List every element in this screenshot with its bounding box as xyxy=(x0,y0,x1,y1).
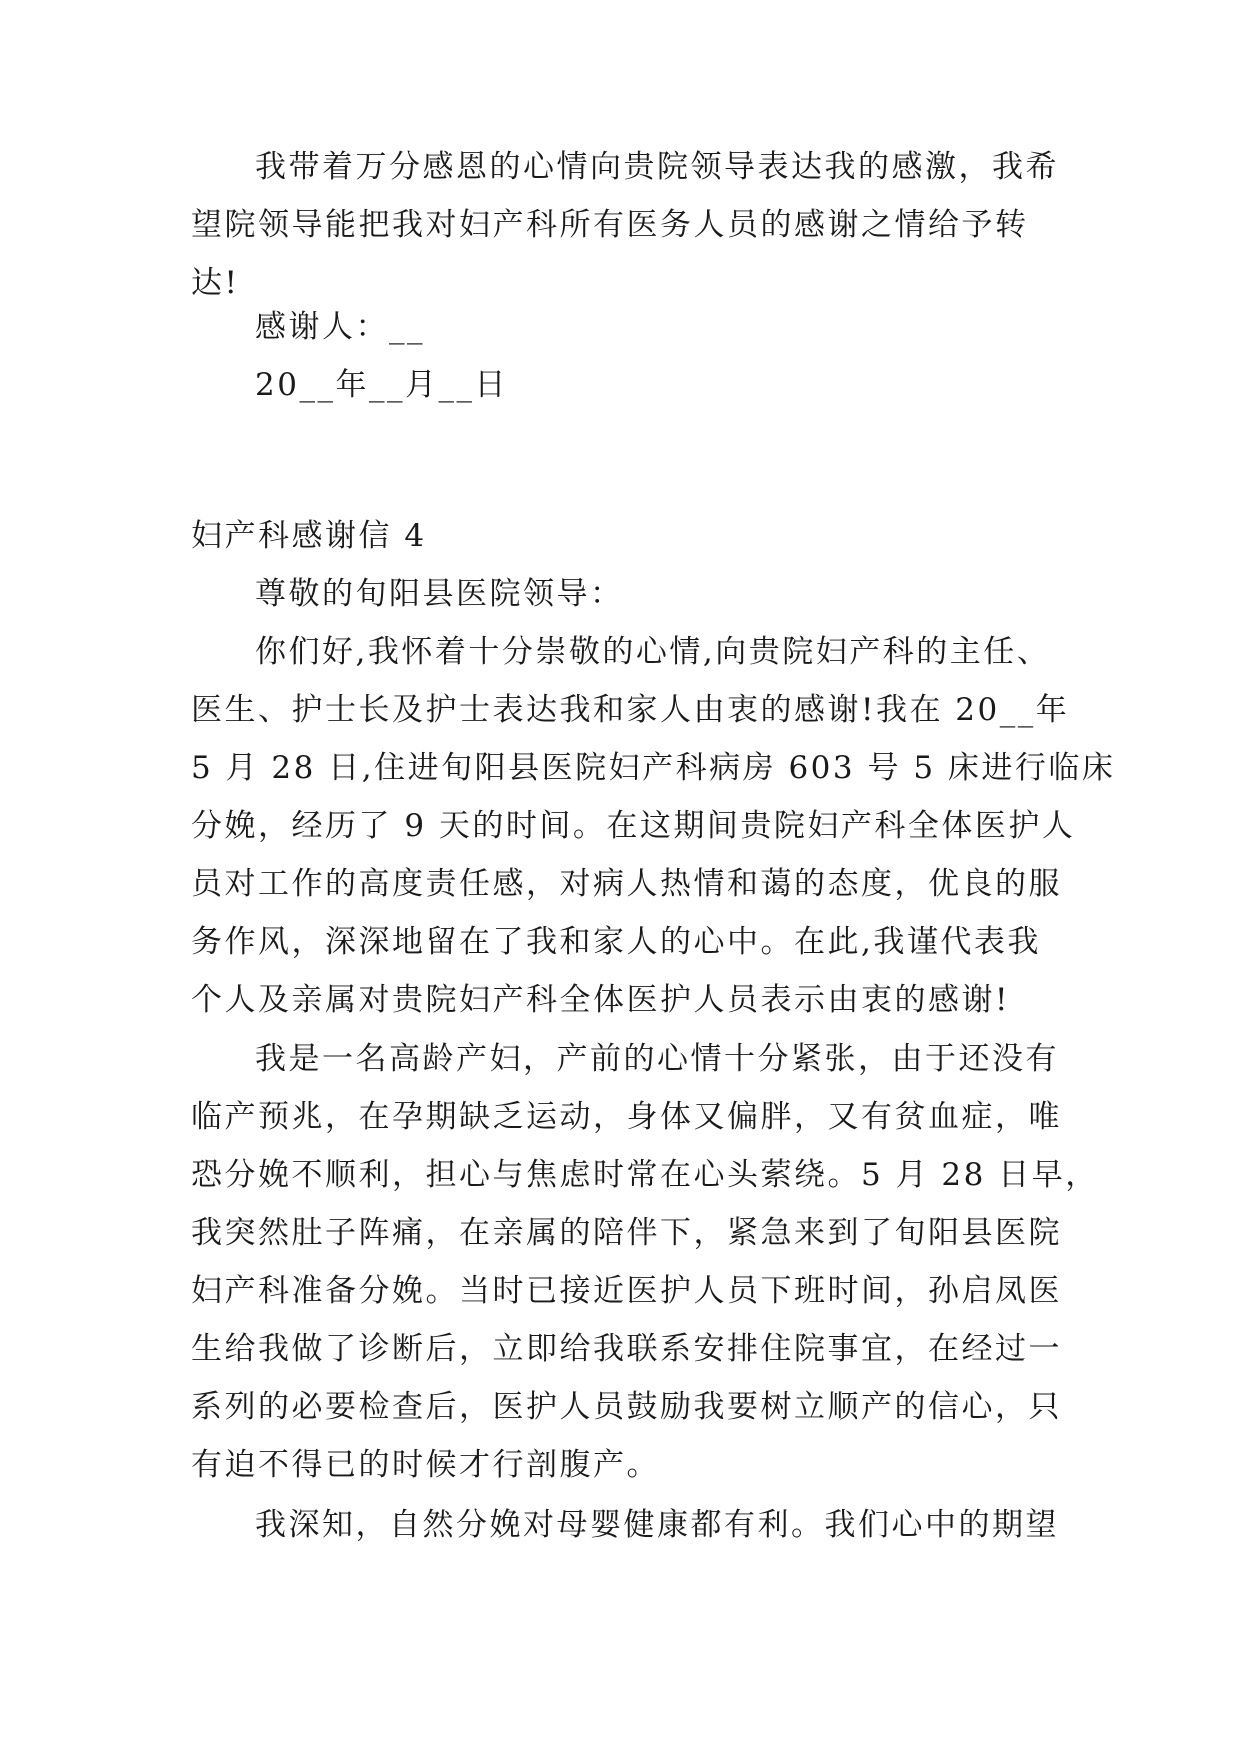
text-line: 生给我做了诊断后，立即给我联系安排住院事宜，在经过一 xyxy=(191,1331,1062,1367)
salutation-block xyxy=(191,565,1061,623)
text-line: 医生、护士长及护士表达我和家人由衷的感谢!我在 20__年 xyxy=(191,692,1070,728)
text-line: 务作风，深深地留在了我和家人的心中。在此,我谨代表我 xyxy=(191,924,1041,960)
text-line: 系列的必要检查后，医护人员鼓励我要树立顺产的信心，只 xyxy=(191,1389,1062,1425)
salutation: 尊敬的旬阳县医院领导： xyxy=(255,576,624,612)
text-line: 我突然肚子阵痛，在亲属的陪伴下，紧急来到了旬阳县医院 xyxy=(191,1215,1062,1251)
text-line: 我是一名高龄产妇，产前的心情十分紧张，由于还没有 xyxy=(255,1041,1059,1077)
letter-title: 妇产科感谢信 4 xyxy=(191,518,427,554)
paragraph-3 xyxy=(191,1496,1061,1554)
text-line: 个人及亲属对贵院妇产科全体医护人员表示由衷的感谢! xyxy=(191,982,1010,1018)
text-line: 望院领导能把我对妇产科所有医务人员的感谢之情给予转 xyxy=(191,207,1029,243)
date-line: 20__年__月__日 xyxy=(255,367,508,403)
text-line: 有迫不得已的时候才行剖腹产。 xyxy=(191,1447,660,1483)
signature-block xyxy=(191,298,1061,414)
text-line: 我深知，自然分娩对母婴健康都有利。我们心中的期望 xyxy=(255,1507,1059,1543)
text-line: 员对工作的高度责任感，对病人热情和蔼的态度，优良的服 xyxy=(191,866,1062,902)
paragraph-1 xyxy=(191,623,1116,1029)
text-line: 5 月 28 日,住进旬阳县医院妇产科病房 603 号 5 床进行临床 xyxy=(191,750,1116,786)
text-line: 达! xyxy=(191,265,240,301)
text-line: 恐分娩不顺利，担心与焦虑时常在心头萦绕。5 月 28 日早， xyxy=(191,1157,1099,1193)
text-line: 分娩，经历了 9 天的时间。在这期间贵院妇产科全体医护人 xyxy=(191,808,1076,844)
text-line: 我带着万分感恩的心情向贵院领导表达我的感激，我希 xyxy=(255,149,1059,185)
text-line: 你们好,我怀着十分崇敬的心情,向贵院妇产科的主任、 xyxy=(255,634,1051,670)
paragraph-2 xyxy=(191,1030,1099,1494)
closing-paragraph xyxy=(191,138,1061,312)
text-line: 临产预兆，在孕期缺乏运动，身体又偏胖，又有贫血症，唯 xyxy=(191,1099,1062,1135)
signature-line: 感谢人：__ xyxy=(255,309,425,345)
text-line: 妇产科准备分娩。当时已接近医护人员下班时间，孙启凤医 xyxy=(191,1273,1062,1309)
